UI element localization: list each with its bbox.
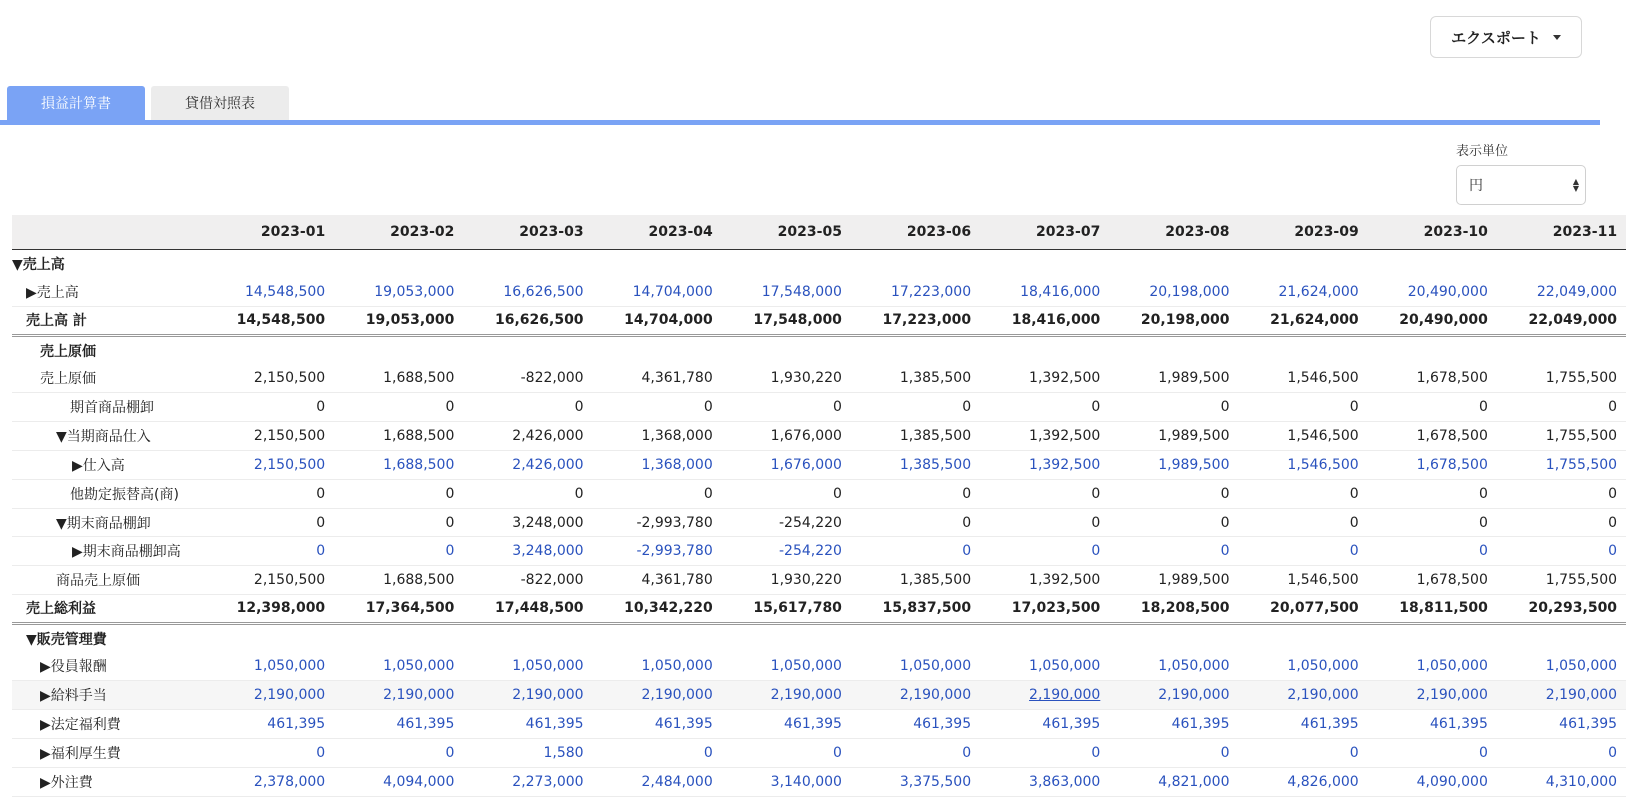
row-value-cell: [1497, 335, 1626, 364]
row-value-cell: 1,930,220: [722, 566, 851, 595]
unit-select-value: 円: [1469, 178, 1483, 194]
row-value-cell[interactable]: 16,626,500: [463, 278, 592, 307]
pl-table: [12, 215, 1626, 797]
row-value-cell: 2,150,500: [205, 566, 334, 595]
row-value-cell: 0: [334, 479, 463, 508]
row-value-cell[interactable]: 2,426,000: [463, 451, 592, 480]
row-label[interactable]: ▶役員報酬: [12, 652, 205, 681]
header-cell-month: 2023-08: [1109, 215, 1238, 249]
row-value-cell[interactable]: 461,395: [1109, 710, 1238, 739]
row-value-cell[interactable]: 0: [722, 739, 851, 768]
row-value-cell[interactable]: 14,548,500: [205, 278, 334, 307]
row-value-cell: 1,688,500: [334, 422, 463, 451]
row-value-cell[interactable]: 1,050,000: [463, 652, 592, 681]
row-value-cell: [1239, 249, 1368, 278]
row-value-cell: 0: [722, 479, 851, 508]
row-value-cell[interactable]: 3,140,000: [722, 767, 851, 796]
row-value-cell: [593, 335, 722, 364]
row-value-cell: 0: [334, 393, 463, 422]
row-value-cell[interactable]: 1,050,000: [851, 652, 980, 681]
table-row[interactable]: [12, 364, 1626, 393]
row-value-cell[interactable]: 2,190,000: [334, 681, 463, 710]
row-value-cell[interactable]: 1,050,000: [1239, 652, 1368, 681]
row-value-cell[interactable]: 20,490,000: [1368, 278, 1497, 307]
row-value-cell[interactable]: 2,190,000: [722, 681, 851, 710]
row-value-cell[interactable]: 1,678,500: [1368, 451, 1497, 480]
row-value-cell: 0: [463, 393, 592, 422]
row-value-cell: 21,624,000: [1239, 307, 1368, 336]
row-value-cell: 1,368,000: [593, 422, 722, 451]
row-value-cell: [722, 249, 851, 278]
row-label[interactable]: ▼当期商品仕入: [12, 422, 205, 451]
row-value-cell: 10,342,220: [593, 595, 722, 624]
row-value-cell[interactable]: 461,395: [1368, 710, 1497, 739]
row-value-cell: 1,989,500: [1109, 422, 1238, 451]
table-header-row: [12, 215, 1626, 249]
row-value-cell[interactable]: 0: [1239, 739, 1368, 768]
row-value-cell: 16,626,500: [463, 307, 592, 336]
row-value-cell[interactable]: 4,310,000: [1497, 767, 1626, 796]
row-value-cell: 0: [1109, 393, 1238, 422]
row-value-cell[interactable]: 461,395: [851, 710, 980, 739]
row-value-cell: 0: [1497, 393, 1626, 422]
table-row[interactable]: [12, 566, 1626, 595]
row-value-cell[interactable]: 17,223,000: [851, 278, 980, 307]
row-value-cell: [1239, 623, 1368, 652]
row-value-cell[interactable]: -2,993,780: [593, 537, 722, 566]
caret-down-icon: [1553, 35, 1561, 40]
row-value-cell[interactable]: 2,190,000: [1109, 681, 1238, 710]
row-value-cell: 0: [593, 393, 722, 422]
row-value-cell: 17,448,500: [463, 595, 592, 624]
row-value-cell[interactable]: 4,826,000: [1239, 767, 1368, 796]
row-value-cell: [1368, 335, 1497, 364]
row-value-cell: 15,837,500: [851, 595, 980, 624]
row-value-cell[interactable]: 461,395: [334, 710, 463, 739]
row-value-cell[interactable]: 2,190,000: [851, 681, 980, 710]
row-value-cell[interactable]: 0: [1497, 537, 1626, 566]
row-value-cell: [1497, 623, 1626, 652]
row-value-cell: [980, 335, 1109, 364]
row-value-cell: 1,392,500: [980, 422, 1109, 451]
row-value-cell[interactable]: 14,704,000: [593, 278, 722, 307]
row-value-cell: 1,755,500: [1497, 364, 1626, 393]
header-cell-month: 2023-02: [334, 215, 463, 249]
row-value-cell[interactable]: 0: [1109, 739, 1238, 768]
row-value-cell[interactable]: 461,395: [463, 710, 592, 739]
row-value-cell: [593, 249, 722, 278]
row-value-cell: 1,678,500: [1368, 566, 1497, 595]
row-value-cell: 0: [593, 479, 722, 508]
table-row[interactable]: [12, 681, 1626, 710]
row-value-cell: 0: [1368, 508, 1497, 537]
row-value-cell: 0: [205, 479, 334, 508]
row-value-cell[interactable]: 1,368,000: [593, 451, 722, 480]
row-value-cell: [1109, 335, 1238, 364]
row-value-cell: 1,546,500: [1239, 422, 1368, 451]
row-value-cell: 1,392,500: [980, 566, 1109, 595]
row-value-cell[interactable]: 1,050,000: [1109, 652, 1238, 681]
row-value-cell[interactable]: 0: [1368, 739, 1497, 768]
row-label[interactable]: ▶期末商品棚卸高: [12, 537, 205, 566]
row-value-cell: [1239, 335, 1368, 364]
row-value-cell: 0: [980, 508, 1109, 537]
header-cell-month: 2023-03: [463, 215, 592, 249]
row-value-cell: 0: [1109, 508, 1238, 537]
header-cell-label: [12, 215, 205, 249]
unit-select[interactable]: [1456, 165, 1586, 205]
row-value-cell[interactable]: 2,190,000: [1497, 681, 1626, 710]
row-value-cell: 20,198,000: [1109, 307, 1238, 336]
row-value-cell[interactable]: 20,198,000: [1109, 278, 1238, 307]
row-value-cell: 18,208,500: [1109, 595, 1238, 624]
table-row[interactable]: [12, 278, 1626, 307]
row-value-cell: [1368, 249, 1497, 278]
row-value-cell[interactable]: 4,821,000: [1109, 767, 1238, 796]
row-value-cell[interactable]: 3,375,500: [851, 767, 980, 796]
row-label[interactable]: ▼期末商品棚卸: [12, 508, 205, 537]
row-value-cell[interactable]: 1,050,000: [722, 652, 851, 681]
row-value-cell[interactable]: 461,395: [1239, 710, 1368, 739]
unit-label: 表示単位: [1456, 144, 1509, 159]
row-label: 売上総利益: [12, 595, 205, 624]
row-value-cell: [980, 249, 1109, 278]
row-value-cell[interactable]: 1,392,500: [980, 451, 1109, 480]
row-value-cell: 12,398,000: [205, 595, 334, 624]
row-label[interactable]: ▶給料手当: [12, 681, 205, 710]
row-value-cell[interactable]: 0: [1368, 537, 1497, 566]
row-value-cell[interactable]: 22,049,000: [1497, 278, 1626, 307]
row-value-cell[interactable]: 0: [851, 739, 980, 768]
row-value-cell: 0: [205, 393, 334, 422]
row-value-cell: 18,416,000: [980, 307, 1109, 336]
row-value-cell: 2,426,000: [463, 422, 592, 451]
row-value-cell[interactable]: 3,248,000: [463, 537, 592, 566]
row-value-cell[interactable]: 0: [1497, 739, 1626, 768]
row-value-cell[interactable]: 1,050,000: [593, 652, 722, 681]
export-button[interactable]: [1430, 16, 1582, 58]
table-row[interactable]: [12, 422, 1626, 451]
row-value-cell: [593, 623, 722, 652]
header-cell-month: 2023-11: [1497, 215, 1626, 249]
row-label[interactable]: ▶法定福利費: [12, 710, 205, 739]
row-value-cell: -2,993,780: [593, 508, 722, 537]
table-row[interactable]: [12, 537, 1626, 566]
row-label[interactable]: ▶仕入高: [12, 451, 205, 480]
row-value-cell[interactable]: 2,484,000: [593, 767, 722, 796]
row-label: 商品売上原価: [12, 566, 205, 595]
row-value-cell: [722, 623, 851, 652]
row-value-cell: 15,617,780: [722, 595, 851, 624]
row-value-cell[interactable]: 2,190,000: [980, 681, 1109, 710]
row-value-cell: 17,548,000: [722, 307, 851, 336]
row-value-cell: 1,989,500: [1109, 566, 1238, 595]
row-label: 他勘定振替高(商): [12, 479, 205, 508]
header-cell-month: 2023-07: [980, 215, 1109, 249]
row-value-cell[interactable]: 0: [334, 739, 463, 768]
row-value-cell: [463, 335, 592, 364]
row-value-cell: 1,678,500: [1368, 422, 1497, 451]
row-value-cell[interactable]: 3,863,000: [980, 767, 1109, 796]
row-value-cell[interactable]: 461,395: [1497, 710, 1626, 739]
row-value-cell: 0: [334, 508, 463, 537]
select-arrows-icon: ▲ ▼: [1572, 177, 1579, 193]
row-label[interactable]: ▼販売管理費: [26, 631, 107, 648]
row-value-cell: 1,546,500: [1239, 566, 1368, 595]
row-value-cell[interactable]: 4,094,000: [334, 767, 463, 796]
row-value-cell: 20,077,500: [1239, 595, 1368, 624]
row-value-cell: [205, 249, 334, 278]
row-value-cell[interactable]: 461,395: [722, 710, 851, 739]
tab-balance-sheet[interactable]: 貸借対照表: [151, 86, 289, 120]
row-value-cell: 22,049,000: [1497, 307, 1626, 336]
row-value-cell: -822,000: [463, 364, 592, 393]
row-value-cell: 1,688,500: [334, 364, 463, 393]
row-value-cell: [334, 623, 463, 652]
row-label: 期首商品棚卸: [12, 393, 205, 422]
row-value-cell[interactable]: 461,395: [205, 710, 334, 739]
header-cell-month: 2023-05: [722, 215, 851, 249]
table-row[interactable]: [12, 710, 1626, 739]
row-value-cell: 17,223,000: [851, 307, 980, 336]
row-value-cell[interactable]: 18,416,000: [980, 278, 1109, 307]
row-value-cell: [1109, 249, 1238, 278]
row-value-cell[interactable]: 461,395: [593, 710, 722, 739]
table-row[interactable]: [12, 335, 1626, 364]
row-value-cell: 2,150,500: [205, 364, 334, 393]
row-value-cell[interactable]: 2,378,000: [205, 767, 334, 796]
row-value-cell: [205, 335, 334, 364]
row-value-cell: 0: [1109, 479, 1238, 508]
table-row[interactable]: [12, 451, 1626, 480]
row-value-cell: 0: [722, 393, 851, 422]
row-label: 売上原価: [12, 364, 205, 393]
row-value-cell: 20,293,500: [1497, 595, 1626, 624]
row-value-cell[interactable]: 2,190,000: [463, 681, 592, 710]
row-value-cell[interactable]: 0: [593, 739, 722, 768]
row-value-cell: 20,490,000: [1368, 307, 1497, 336]
row-value-cell: 0: [851, 393, 980, 422]
row-value-cell[interactable]: 1,580: [463, 739, 592, 768]
row-value-cell: [463, 623, 592, 652]
row-value-cell[interactable]: 0: [1239, 537, 1368, 566]
row-value-cell: 14,704,000: [593, 307, 722, 336]
report-tabs: [7, 86, 289, 120]
pl-table-container[interactable]: [12, 215, 1618, 791]
table-row[interactable]: [12, 393, 1626, 422]
row-value-cell: 3,248,000: [463, 508, 592, 537]
row-label: 売上原価: [40, 343, 96, 360]
row-value-cell: 17,023,500: [980, 595, 1109, 624]
row-value-cell[interactable]: 19,053,000: [334, 278, 463, 307]
table-row[interactable]: [12, 767, 1626, 796]
row-value-cell: 4,361,780: [593, 364, 722, 393]
row-value-cell[interactable]: 4,090,000: [1368, 767, 1497, 796]
row-value-cell: [334, 335, 463, 364]
row-value-cell: -254,220: [722, 508, 851, 537]
table-row[interactable]: [12, 508, 1626, 537]
row-value-cell[interactable]: 0: [1109, 537, 1238, 566]
header-cell-month: 2023-01: [205, 215, 334, 249]
row-value-cell: 0: [980, 393, 1109, 422]
row-value-cell: 0: [463, 479, 592, 508]
row-value-cell[interactable]: 1,050,000: [205, 652, 334, 681]
row-value-cell[interactable]: -254,220: [722, 537, 851, 566]
row-label[interactable]: ▶福利厚生費: [12, 739, 205, 768]
row-value-cell[interactable]: 1,546,500: [1239, 451, 1368, 480]
row-value-cell[interactable]: 21,624,000: [1239, 278, 1368, 307]
table-row[interactable]: [12, 307, 1626, 336]
header-cell-month: 2023-04: [593, 215, 722, 249]
table-row[interactable]: [12, 249, 1626, 278]
row-value-cell[interactable]: 0: [205, 739, 334, 768]
tab-income-statement[interactable]: 損益計算書: [7, 86, 145, 120]
row-value-cell: 1,392,500: [980, 364, 1109, 393]
row-value-cell: 1,755,500: [1497, 566, 1626, 595]
row-value-cell: 0: [851, 508, 980, 537]
table-row[interactable]: [12, 652, 1626, 681]
row-value-cell: [334, 249, 463, 278]
row-value-cell: 0: [1368, 479, 1497, 508]
row-value-cell[interactable]: 0: [851, 537, 980, 566]
row-label[interactable]: ▼売上高: [12, 256, 65, 273]
row-value-cell: 18,811,500: [1368, 595, 1497, 624]
row-value-cell: [722, 335, 851, 364]
header-cell-month: 2023-09: [1239, 215, 1368, 249]
row-value-cell: 2,150,500: [205, 422, 334, 451]
row-value-cell: 14,548,500: [205, 307, 334, 336]
row-value-cell[interactable]: 1,385,500: [851, 451, 980, 480]
row-value-cell[interactable]: 17,548,000: [722, 278, 851, 307]
row-value-cell: [1497, 249, 1626, 278]
header-cell-month: 2023-06: [851, 215, 980, 249]
row-label: 売上高 計: [12, 307, 205, 336]
row-value-cell: 0: [1239, 508, 1368, 537]
row-value-cell: 1,385,500: [851, 364, 980, 393]
row-value-cell: [980, 623, 1109, 652]
row-value-cell: 1,930,220: [722, 364, 851, 393]
row-value-cell: 1,688,500: [334, 566, 463, 595]
row-value-cell: 0: [851, 479, 980, 508]
row-value-cell[interactable]: 0: [980, 739, 1109, 768]
row-value-cell: -822,000: [463, 566, 592, 595]
row-value-cell[interactable]: 2,190,000: [205, 681, 334, 710]
row-value-cell[interactable]: 2,190,000: [1239, 681, 1368, 710]
row-value-cell: 1,989,500: [1109, 364, 1238, 393]
table-row[interactable]: [12, 595, 1626, 624]
row-value-cell[interactable]: 1,050,000: [1497, 652, 1626, 681]
row-value-cell: 0: [1368, 393, 1497, 422]
row-value-cell: 19,053,000: [334, 307, 463, 336]
row-value-cell[interactable]: 1,050,000: [334, 652, 463, 681]
row-value-cell: 1,755,500: [1497, 422, 1626, 451]
row-value-cell: [851, 335, 980, 364]
row-value-cell: 0: [1239, 393, 1368, 422]
row-value-cell: 1,385,500: [851, 566, 980, 595]
row-value-cell: [205, 623, 334, 652]
row-value-cell[interactable]: 2,190,000: [1368, 681, 1497, 710]
row-label[interactable]: ▶外注費: [12, 767, 205, 796]
row-value-cell: 0: [1239, 479, 1368, 508]
row-label[interactable]: ▶売上高: [12, 278, 205, 307]
row-value-cell[interactable]: 2,273,000: [463, 767, 592, 796]
row-value-cell: 4,361,780: [593, 566, 722, 595]
row-value-cell: 0: [1497, 508, 1626, 537]
row-value-cell: [1368, 623, 1497, 652]
row-value-cell[interactable]: 0: [334, 537, 463, 566]
row-value-cell: [851, 249, 980, 278]
row-value-cell[interactable]: 461,395: [980, 710, 1109, 739]
export-button-label: エクスポート: [1451, 29, 1541, 47]
row-value-cell: 1,678,500: [1368, 364, 1497, 393]
row-value-cell[interactable]: 0: [980, 537, 1109, 566]
row-value-cell[interactable]: 2,150,500: [205, 451, 334, 480]
row-value-cell: 1,385,500: [851, 422, 980, 451]
row-value-cell[interactable]: 1,688,500: [334, 451, 463, 480]
row-value-cell: [851, 623, 980, 652]
row-value-cell: 1,546,500: [1239, 364, 1368, 393]
row-value-cell: [463, 249, 592, 278]
row-value-cell: 17,364,500: [334, 595, 463, 624]
table-row[interactable]: [12, 479, 1626, 508]
row-value-cell: 0: [205, 508, 334, 537]
row-value-cell: 0: [1497, 479, 1626, 508]
row-value-cell: [1109, 623, 1238, 652]
row-value-cell[interactable]: 0: [205, 537, 334, 566]
row-value-cell[interactable]: 1,050,000: [980, 652, 1109, 681]
row-value-cell: 1,676,000: [722, 422, 851, 451]
row-value-cell[interactable]: 1,676,000: [722, 451, 851, 480]
table-row[interactable]: [12, 623, 1626, 652]
tab-underline: [0, 120, 1600, 125]
row-value-cell[interactable]: 1,989,500: [1109, 451, 1238, 480]
header-cell-month: 2023-10: [1368, 215, 1497, 249]
row-value-cell[interactable]: 1,050,000: [1368, 652, 1497, 681]
row-value-cell[interactable]: 2,190,000: [593, 681, 722, 710]
table-row[interactable]: [12, 739, 1626, 768]
row-value-cell[interactable]: 1,755,500: [1497, 451, 1626, 480]
row-value-cell: 0: [980, 479, 1109, 508]
